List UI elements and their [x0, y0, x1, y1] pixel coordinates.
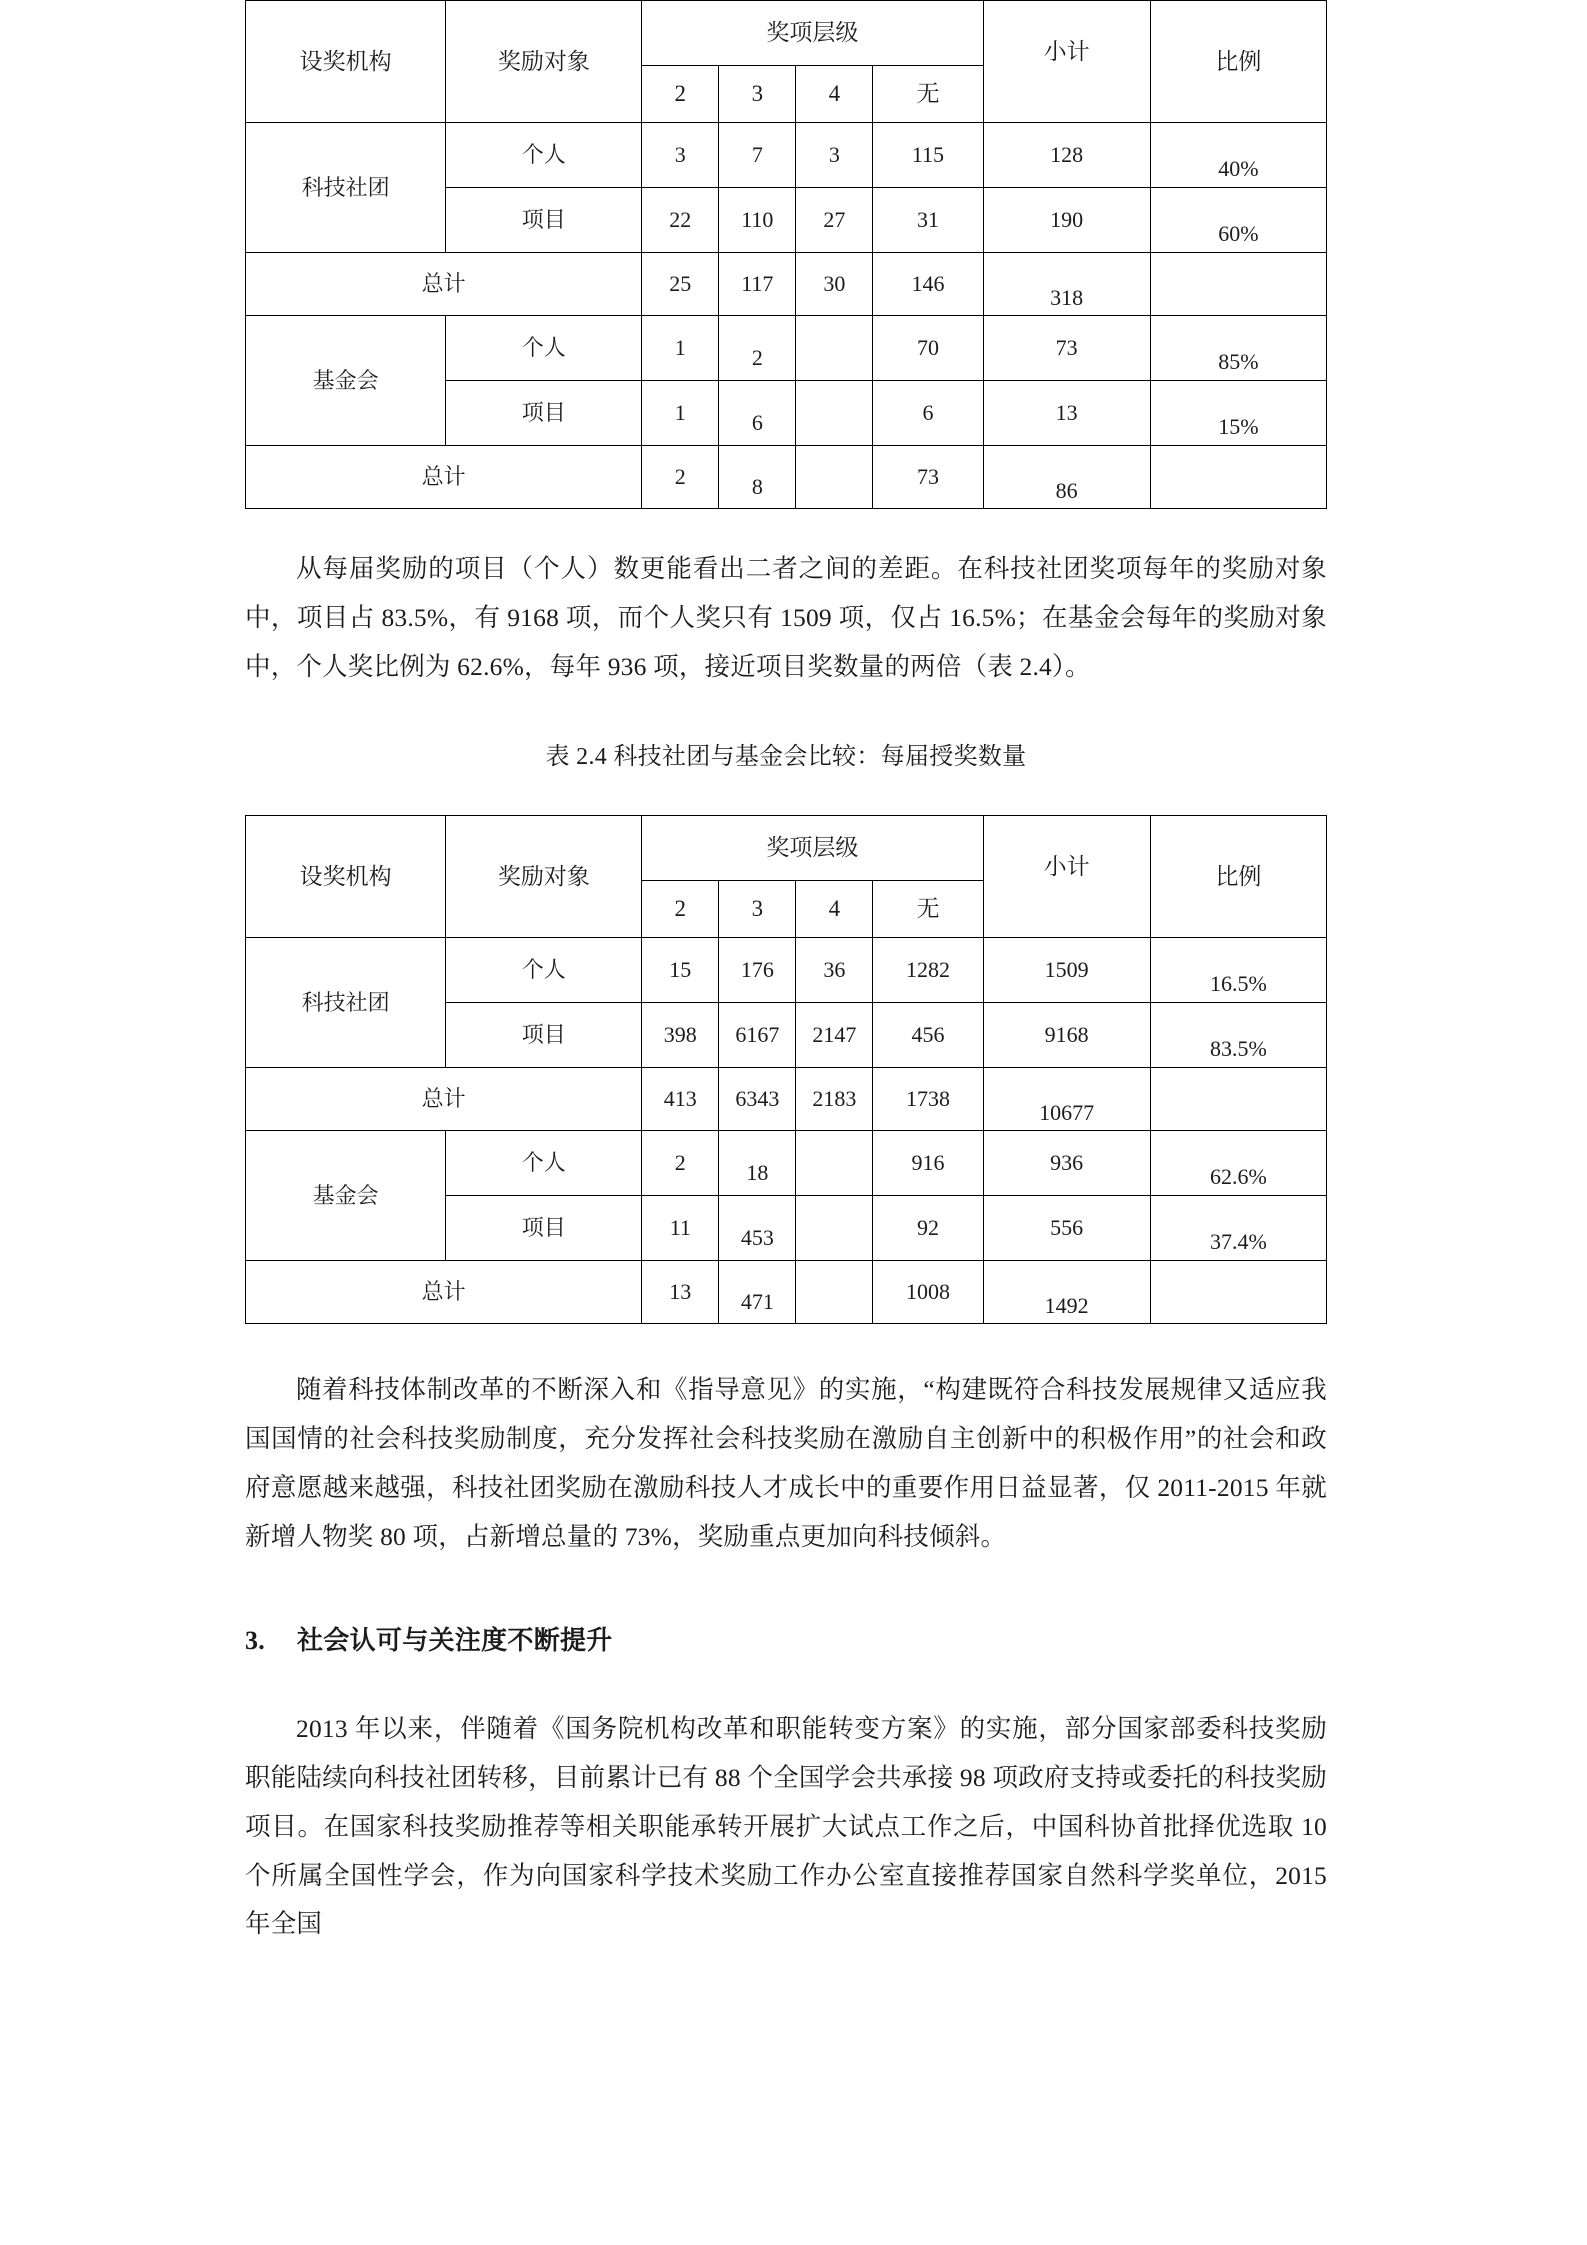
cell-level-none: 92: [873, 1195, 983, 1260]
cell-level-2: 11: [642, 1195, 719, 1260]
table-total-row: [246, 1260, 1327, 1323]
table-header-row-1: [246, 815, 1327, 880]
cell-level-none: 146: [873, 253, 983, 316]
header-level-4: 4: [796, 880, 873, 937]
header-object: 奖励对象: [446, 1, 642, 123]
cell-ratio: [1150, 1260, 1326, 1323]
spacer: [245, 771, 1327, 815]
header-subtotal: 小计: [983, 815, 1150, 937]
cell-object: 个人: [446, 123, 642, 188]
cell-ratio: 40%: [1150, 123, 1326, 188]
cell-level-none: 916: [873, 1130, 983, 1195]
header-level-3: 3: [719, 880, 796, 937]
heading-text: 社会认可与关注度不断提升: [297, 1625, 613, 1655]
cell-object: 个人: [446, 1130, 642, 1195]
header-level-group: 奖项层级: [642, 1, 983, 66]
cell-level-4: [796, 1130, 873, 1195]
page-content: [245, 0, 1327, 1949]
cell-object: 项目: [446, 1195, 642, 1260]
cell-level-none: 6: [873, 381, 983, 446]
cell-subtotal: 318: [983, 253, 1150, 316]
paragraph-award-count-comparison: 从每届奖励的项目（个人）数更能看出二者之间的差距。在科技社团奖项每年的奖励对象中，项目占 83.5%，有 9168 项，而个人奖只有 1509 项，仅占 16.5%；在基金会每年的奖励对象中，个人奖比例为 62.6%，每年 936 项，接近项目奖数量的两倍（表 2.4）。: [245, 554, 1327, 681]
cell-ratio: [1150, 1067, 1326, 1130]
cell-level-2: 2: [642, 446, 719, 509]
cell-level-2: 22: [642, 188, 719, 253]
header-subtotal: 小计: [983, 1, 1150, 123]
table-total-row: [246, 1067, 1327, 1130]
cell-level-3: 471: [719, 1260, 796, 1323]
cell-level-2: 25: [642, 253, 719, 316]
cell-level-none: 70: [873, 316, 983, 381]
cell-org: 科技社团: [246, 123, 446, 253]
table-total-row: [246, 446, 1327, 509]
cell-level-none: 1008: [873, 1260, 983, 1323]
cell-ratio: 62.6%: [1150, 1130, 1326, 1195]
spacer: [245, 509, 1327, 545]
cell-level-2: 2: [642, 1130, 719, 1195]
cell-ratio: [1150, 446, 1326, 509]
cell-level-4: [796, 381, 873, 446]
spacer: [245, 692, 1327, 736]
cell-total-label: 总计: [246, 446, 642, 509]
table-row: [246, 937, 1327, 1002]
table-row: [246, 316, 1327, 381]
cell-total-label: 总计: [246, 1260, 642, 1323]
cell-level-3: 18: [719, 1130, 796, 1195]
cell-org: 基金会: [246, 316, 446, 446]
table-total-row: [246, 253, 1327, 316]
cell-level-3: 110: [719, 188, 796, 253]
header-ratio: 比例: [1150, 815, 1326, 937]
cell-subtotal: 86: [983, 446, 1150, 509]
spacer: [245, 1562, 1327, 1620]
cell-org: 基金会: [246, 1130, 446, 1260]
cell-object: 个人: [446, 316, 642, 381]
cell-level-2: 13: [642, 1260, 719, 1323]
cell-level-3: 6167: [719, 1002, 796, 1067]
cell-subtotal: 13: [983, 381, 1150, 446]
cell-level-3: 176: [719, 937, 796, 1002]
cell-subtotal: 936: [983, 1130, 1150, 1195]
cell-total-label: 总计: [246, 1067, 642, 1130]
cell-level-2: 15: [642, 937, 719, 1002]
cell-ratio: [1150, 253, 1326, 316]
cell-level-4: [796, 446, 873, 509]
header-org: 设奖机构: [246, 815, 446, 937]
header-org: 设奖机构: [246, 1, 446, 123]
cell-total-label: 总计: [246, 253, 642, 316]
cell-level-2: 1: [642, 316, 719, 381]
heading-number: 3.: [245, 1625, 266, 1655]
cell-level-3: 117: [719, 253, 796, 316]
spacer: [245, 1324, 1327, 1366]
cell-level-none: 1738: [873, 1067, 983, 1130]
spacer: [245, 1657, 1327, 1705]
cell-level-3: 8: [719, 446, 796, 509]
cell-level-4: 2183: [796, 1067, 873, 1130]
table-2-4-caption: 表 2.4 科技社团与基金会比较：每届授奖数量: [545, 743, 1027, 770]
cell-level-4: 30: [796, 253, 873, 316]
header-level-group: 奖项层级: [642, 815, 983, 880]
cell-level-4: 2147: [796, 1002, 873, 1067]
cell-level-4: 27: [796, 188, 873, 253]
cell-subtotal: 1492: [983, 1260, 1150, 1323]
header-level-2: 2: [642, 880, 719, 937]
cell-subtotal: 10677: [983, 1067, 1150, 1130]
cell-level-4: [796, 316, 873, 381]
cell-ratio: 37.4%: [1150, 1195, 1326, 1260]
header-ratio: 比例: [1150, 1, 1326, 123]
cell-object: 项目: [446, 381, 642, 446]
cell-object: 项目: [446, 188, 642, 253]
paragraph-reform-and-guidance: 随着科技体制改革的不断深入和《指导意见》的实施，“构建既符合科技发展规律又适应我国国情的社会科技奖励制度，充分发挥社会科技奖励在激励自主创新中的积极作用”的社会和政府意愿越来越强，科技社团奖励在激励科技人才成长中的重要作用日益显著，仅 2011-2015 年就新增人物奖 80 项，占新增总量的 73%，奖励重点更加向科技倾斜。: [245, 1374, 1327, 1551]
table-row: [246, 1130, 1327, 1195]
cell-level-4: [796, 1260, 873, 1323]
cell-level-2: 413: [642, 1067, 719, 1130]
header-level-none: 无: [873, 66, 983, 123]
table-row: [246, 123, 1327, 188]
cell-subtotal: 128: [983, 123, 1150, 188]
header-level-2: 2: [642, 66, 719, 123]
header-level-none: 无: [873, 880, 983, 937]
table-header-row-1: [246, 1, 1327, 66]
cell-org: 科技社团: [246, 937, 446, 1067]
cell-ratio: 15%: [1150, 381, 1326, 446]
cell-level-4: 3: [796, 123, 873, 188]
cell-ratio: 60%: [1150, 188, 1326, 253]
cell-object: 个人: [446, 937, 642, 1002]
header-level-3: 3: [719, 66, 796, 123]
cell-object: 项目: [446, 1002, 642, 1067]
cell-level-none: 115: [873, 123, 983, 188]
cell-subtotal: 556: [983, 1195, 1150, 1260]
cell-level-2: 398: [642, 1002, 719, 1067]
cell-subtotal: 9168: [983, 1002, 1150, 1067]
cell-level-3: 6343: [719, 1067, 796, 1130]
header-object: 奖励对象: [446, 815, 642, 937]
table-awards-per-session-top: [245, 0, 1327, 509]
cell-level-3: 2: [719, 316, 796, 381]
cell-subtotal: 73: [983, 316, 1150, 381]
cell-level-none: 1282: [873, 937, 983, 1002]
cell-ratio: 83.5%: [1150, 1002, 1326, 1067]
cell-level-2: 3: [642, 123, 719, 188]
cell-level-2: 1: [642, 381, 719, 446]
cell-level-3: 453: [719, 1195, 796, 1260]
cell-subtotal: 1509: [983, 937, 1150, 1002]
cell-subtotal: 190: [983, 188, 1150, 253]
cell-level-none: 456: [873, 1002, 983, 1067]
cell-ratio: 16.5%: [1150, 937, 1326, 1002]
cell-ratio: 85%: [1150, 316, 1326, 381]
table-2-4-awards-per-session: [245, 815, 1327, 1324]
cell-level-3: 6: [719, 381, 796, 446]
cell-level-none: 73: [873, 446, 983, 509]
header-level-4: 4: [796, 66, 873, 123]
cell-level-3: 7: [719, 123, 796, 188]
cell-level-4: [796, 1195, 873, 1260]
cell-level-none: 31: [873, 188, 983, 253]
cell-level-4: 36: [796, 937, 873, 1002]
section-heading-3: [245, 1620, 1327, 1657]
paragraph-social-recognition: 2013 年以来，伴随着《国务院机构改革和职能转变方案》的实施，部分国家部委科技奖励职能陆续向科技社团转移，目前累计已有 88 个全国学会共承接 98 项政府支持或委托的科技奖励项目。在国家科技奖励推荐等相关职能承转开展扩大试点工作之后，中国科协首批择优选取 10 个所属全国性学会，作为向国家科学技术奖励工作办公室直接推荐国家自然科学奖单位，2015 年全国: [245, 1713, 1327, 1939]
